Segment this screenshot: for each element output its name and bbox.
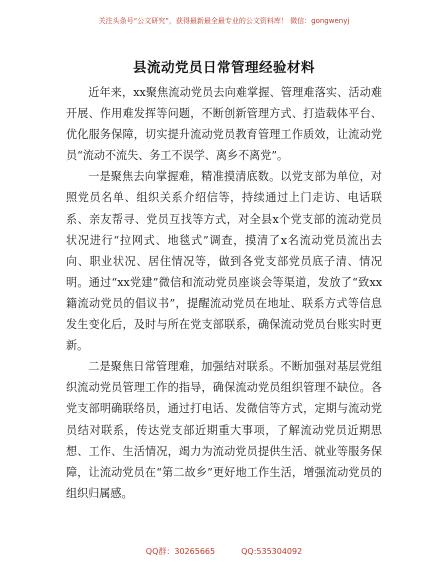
paragraph-intro: 近年来，xx聚焦流动党员去向难掌握、管理难落实、活动难开展、作用难发挥等问题，不断创新管理方式、打造载体平台、优化服务保障，切实提升流动党员教育管理工作质效，让流动党员“流动不流失、务工不误学、离乡不离党”。 bbox=[66, 86, 382, 163]
header-banner: 关注头条号“公文研究”，获得最新最全最专业的公文资料库！ 微信：gongwenyj bbox=[98, 17, 350, 25]
footer-qq-group: QQ群：30265665 bbox=[145, 547, 216, 556]
footer-qq: QQ:535304092 bbox=[241, 547, 303, 556]
document-body bbox=[66, 82, 382, 504]
footer-contact bbox=[0, 546, 448, 557]
document-title: 县流动党员日常管理经验材料 bbox=[133, 60, 315, 76]
paragraph-point-one: 一是聚焦去向掌握难，精准摸清底数。以党支部为单位，对照党员名单、组织关系介绍信等，持续通过上门走访、电话联系、亲友帮寻、党员互找等方式，对全县x个党支部的流动党员状况进行“拉网式、地毯式”调查，摸清了x名流动党员流出去向、职业状况、居住情况等，做到各党支部党员底子清、情况明。通过“xx党建”微信和流动党员座谈会等渠道，发放了“致xx籍流动党员的倡议书”，提醒流动党员在地址、联系方式等信息发生变化后，及时与所在党支部联系，确保流动党员台账实时更新。 bbox=[66, 170, 382, 353]
paragraph-point-two: 二是聚焦日常管理难，加强结对联系。不断加强对基层党组织流动党员管理工作的指导，确保流动党员组织管理不缺位。各党支部明确联络员，通过打电话、发微信等方式，定期与流动党员结对联系，传达党支部近期重大事项，了解流动党员近期思想、工作、生活情况，竭力为流动党员提供生活、就业等服务保障，让流动党员在“第二故乡”更好地工作生活，增强流动党员的组织归属感。 bbox=[66, 360, 382, 500]
